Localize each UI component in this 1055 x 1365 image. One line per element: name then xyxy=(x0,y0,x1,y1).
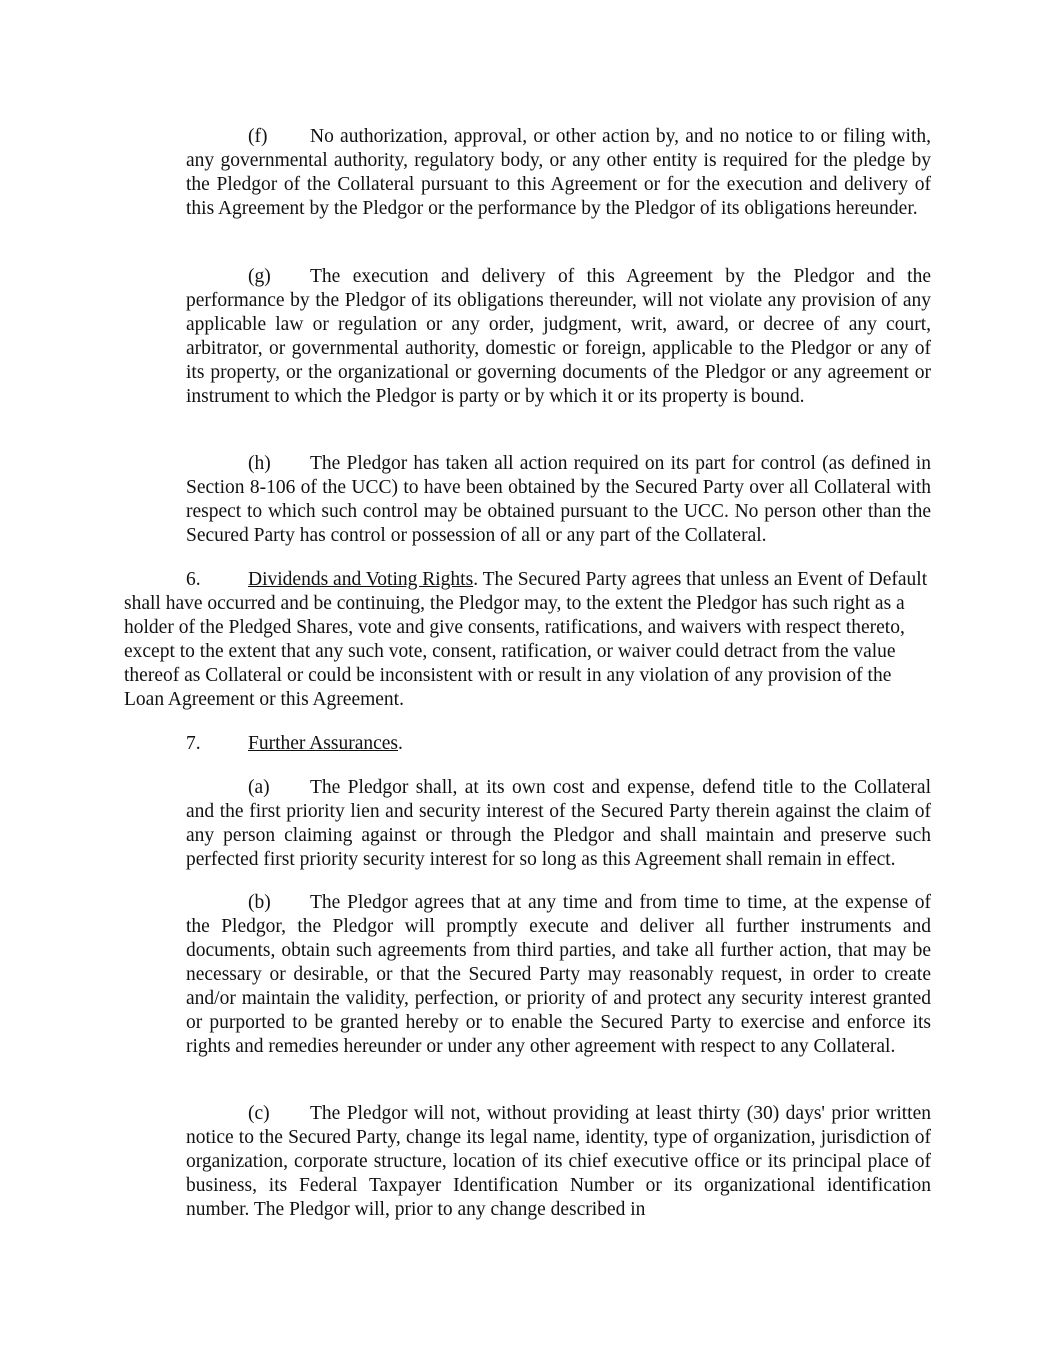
section-7-heading xyxy=(124,732,931,756)
clause-text: The execution and delivery of this Agreement by the Pledgor and the performance by the Pledgor of its obligations thereunder, will not violate any provision of any applicable law or regulation or any order, judgment, writ, award, or decree of any court, arbitrator, or governmental authority, domestic or foreign, applicable to the Pledgor or any of its property, or the organizational or governing documents of the Pledgor or any agreement or instrument to which the Pledgor is party or by which it or its property is bound. xyxy=(186,266,931,407)
clause-7c xyxy=(186,1102,931,1222)
clause-text: The Pledgor has taken all action required on its part for control (as defined in Section 8-106 of the UCC) to have been obtained by the Secured Party over all Collateral with respect to which such control may be obtained pursuant to the UCC. No person other than the Secured Party has control or possession of all or any part of the Collateral. xyxy=(186,453,931,546)
section-6 xyxy=(124,568,931,712)
clause-label: (g) xyxy=(248,266,271,287)
section-text: The Secured Party agrees that unless an Event of Default shall have occurred and be continuing, the Pledgor may, to the extent the Pledgor has such right as a holder of the Pledged Shares, vote and give consents, ratifications, and waivers with respect thereto, except to the extent that any such vote, consent, ratification, or waiver could detract from the value thereof as Collateral or could be inconsistent with or result in any violation of any provision of the Loan Agreement or this Agreement. xyxy=(124,569,928,710)
clause-7a xyxy=(186,776,931,872)
clause-5f xyxy=(186,125,931,221)
section-heading-punct: . xyxy=(473,569,479,590)
clause-text: No authorization, approval, or other action by, and no notice to or filing with, any governmental authority, regulatory body, or any other entity is required for the pledge by the Pledgor of the Collateral pursuant to this Agreement or for the execution and delivery of this Agreement by the Pledgor or the performance by the Pledgor of its obligations hereunder. xyxy=(186,126,931,219)
clause-5g xyxy=(186,265,931,409)
section-heading: Further Assurances xyxy=(248,733,399,754)
section-number: 6. xyxy=(186,569,201,590)
section-heading: Dividends and Voting Rights xyxy=(248,569,474,590)
clause-label: (c) xyxy=(248,1103,270,1124)
clause-7b xyxy=(186,891,931,1059)
clause-label: (a) xyxy=(248,777,270,798)
clause-label: (h) xyxy=(248,453,271,474)
clause-label: (f) xyxy=(248,126,268,147)
clause-5h xyxy=(186,452,931,548)
section-number: 7. xyxy=(186,733,201,754)
clause-label: (b) xyxy=(248,892,271,913)
clause-text: The Pledgor agrees that at any time and from time to time, at the expense of the Pledgor, the Pledgor will promptly execute and deliver all further instruments and documents, obtain such agreements from third parties, and take all further action, that may be necessary or desirable, or that the Secured Party may reasonably request, in order to create and/or maintain the validity, perfection, or priority of and protect any security interest granted or purported to be granted hereby or to enable the Secured Party to exercise and enforce its rights and remedies hereunder or under any other agreement with respect to any Collateral. xyxy=(186,892,931,1057)
clause-text: The Pledgor will not, without providing at least thirty (30) days' prior written notice to the Secured Party, change its legal name, identity, type of organization, jurisdiction of organization, corporate structure, location of its chief executive office or its principal place of business, its Federal Taxpayer Identification Number or its organizational identification number. The Pledgor will, prior to any change described in xyxy=(186,1103,931,1220)
clause-text: The Pledgor shall, at its own cost and expense, defend title to the Collateral and the first priority lien and security interest of the Secured Party therein against the claim of any person claiming against or through the Pledgor and shall maintain and preserve such perfected first priority security interest for so long as this Agreement shall remain in effect. xyxy=(186,777,931,870)
section-heading-punct: . xyxy=(398,733,403,754)
